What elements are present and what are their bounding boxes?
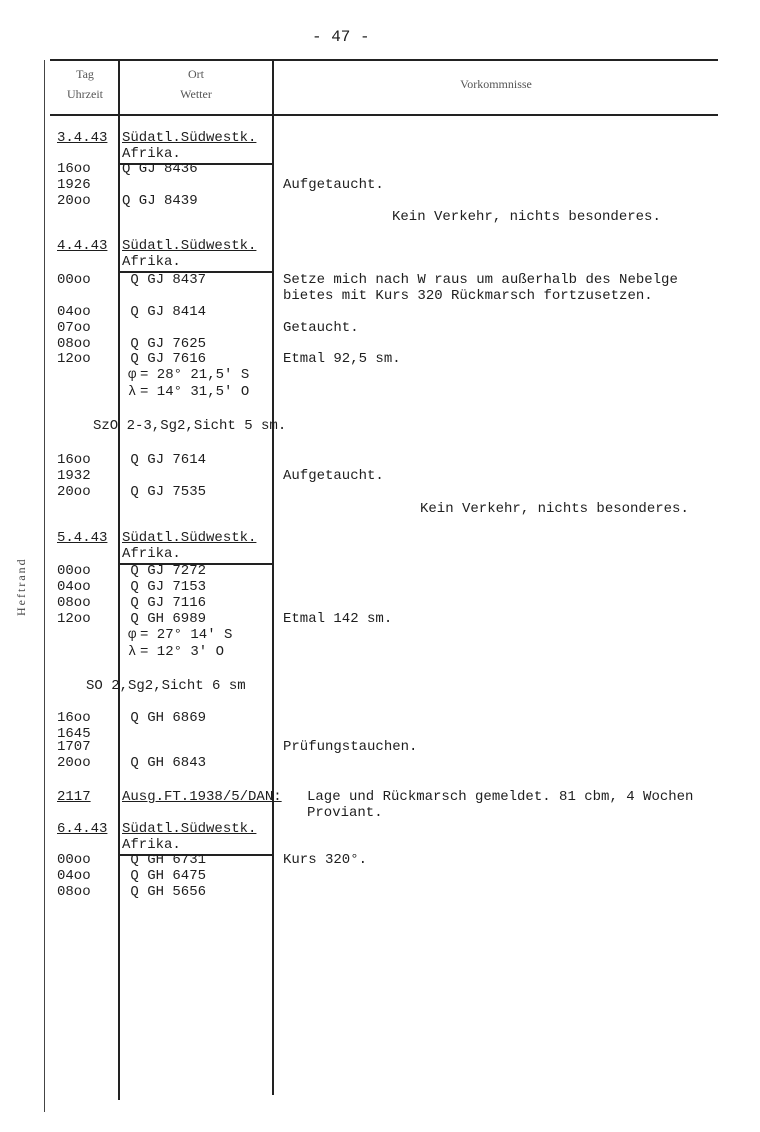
header-rule xyxy=(50,114,718,116)
entry-time: 20oo xyxy=(57,193,91,209)
header-events: Vorkommnisse xyxy=(460,77,532,91)
entry-date: 5.4.43 xyxy=(57,530,108,546)
entry-event: Getaucht. xyxy=(283,320,359,336)
entry-place: Q GJ 7153 xyxy=(122,579,207,595)
entry-region: Südatl.Südwestk. xyxy=(122,130,257,146)
entry-time: 20oo xyxy=(57,755,91,771)
entry-time: 00oo xyxy=(57,272,91,288)
entry-event: Proviant. xyxy=(307,805,383,821)
entry-region: Südatl.Südwestk. xyxy=(122,530,257,546)
entry-time: 04oo xyxy=(57,579,91,595)
column-divider-2 xyxy=(272,60,274,1095)
entry-place: Q GH 6843 xyxy=(122,755,207,771)
entry-place: Q GJ 7272 xyxy=(122,563,207,579)
entry-event: Aufgetaucht. xyxy=(283,468,384,484)
entry-place: Q GJ 8437 xyxy=(122,272,207,288)
entry-time: 16oo xyxy=(57,710,91,726)
entry-place: Q GJ 8436 xyxy=(122,161,198,177)
entry-event: Lage und Rückmarsch gemeldet. 81 cbm, 4 Wochen xyxy=(307,789,694,805)
entry-time: 1707 xyxy=(57,739,91,755)
page-number: - 47 - xyxy=(312,28,370,46)
entry-place: Q GJ 7625 xyxy=(122,336,207,352)
entry-time: 1932 xyxy=(57,468,91,484)
entry-time: 08oo xyxy=(57,595,91,611)
entry-region: Südatl.Südwestk. xyxy=(122,821,257,837)
left-border xyxy=(44,60,45,1112)
entry-place: Q GJ 8439 xyxy=(122,193,198,209)
entry-time: 04oo xyxy=(57,868,91,884)
entry-place: Q GJ 7116 xyxy=(122,595,207,611)
entry-place: Afrika. xyxy=(122,546,181,562)
latitude-symbol: φ xyxy=(128,627,137,643)
entry-place: Q GH 5656 xyxy=(122,884,207,900)
entry-time: 1645 xyxy=(57,726,91,742)
entry-event: Kein Verkehr, nichts besonderes. xyxy=(420,501,689,517)
entry-date: 3.4.43 xyxy=(57,130,108,146)
header-weather: Wetter xyxy=(180,87,212,101)
entry-event: Kein Verkehr, nichts besonderes. xyxy=(392,209,661,225)
header-time: Uhrzeit xyxy=(67,87,103,101)
entry-place: Q GH 6869 xyxy=(122,710,207,726)
entry-time: 00oo xyxy=(57,563,91,579)
entry-weather: SzO 2-3,Sg2,Sicht 5 sm. xyxy=(93,418,287,434)
entry-place: Q GJ 7616 xyxy=(122,351,207,367)
entry-place: Q GJ 7535 xyxy=(122,484,207,500)
entry-event: Kurs 320°. xyxy=(283,852,368,868)
header-place: Ort xyxy=(188,67,204,81)
longitude-symbol: λ xyxy=(128,644,137,660)
entry-place: Q GH 6989 xyxy=(122,611,207,627)
entry-place: Afrika. xyxy=(122,254,181,270)
entry-region: Südatl.Südwestk. xyxy=(122,238,257,254)
entry-date: 4.4.43 xyxy=(57,238,108,254)
entry-time: 08oo xyxy=(57,884,91,900)
entry-place: Afrika. xyxy=(122,146,181,162)
entry-event: bietes mit Kurs 320 Rückmarsch fortzusetzen. xyxy=(283,288,653,304)
entry-time: 16oo xyxy=(57,161,91,177)
entry-time: 20oo xyxy=(57,484,91,500)
entry-place: Q GH 6475 xyxy=(122,868,207,884)
latitude-symbol: φ xyxy=(128,367,137,383)
entry-time: 04oo xyxy=(57,304,91,320)
entry-time: 2117 xyxy=(57,789,91,805)
entry-event: Etmal 92,5 sm. xyxy=(283,351,401,367)
entry-event: Prüfungstauchen. xyxy=(283,739,418,755)
entry-time: 00oo xyxy=(57,852,91,868)
entry-place: Ausg.FT.1938/5/DAN: xyxy=(122,789,282,805)
entry-weather: SO 2,Sg2,Sicht 6 sm xyxy=(86,678,246,694)
header-place-weather xyxy=(120,64,272,104)
entry-place: Q GJ 8414 xyxy=(122,304,207,320)
header-day: Tag xyxy=(76,67,94,81)
entry-coordinate: = 28° 21,5' S xyxy=(140,367,250,383)
margin-label: Heftrand xyxy=(14,557,28,616)
entry-coordinate: = 27° 14' S xyxy=(140,627,233,643)
entry-time: 08oo xyxy=(57,336,91,352)
entry-date: 6.4.43 xyxy=(57,821,108,837)
entry-time: 12oo xyxy=(57,611,91,627)
entry-coordinate: = 14° 31,5' O xyxy=(140,384,250,400)
entry-place: Afrika. xyxy=(122,837,181,853)
header-day-time xyxy=(52,64,118,104)
longitude-symbol: λ xyxy=(128,384,137,400)
entry-time: 16oo xyxy=(57,452,91,468)
entry-time: 1926 xyxy=(57,177,91,193)
entry-place: Q GH 6731 xyxy=(122,852,207,868)
entry-coordinate: = 12° 3' O xyxy=(140,644,225,660)
entry-event: Setze mich nach W raus um außerhalb des Nebelge xyxy=(283,272,678,288)
entry-place: Q GJ 7614 xyxy=(122,452,207,468)
top-rule xyxy=(50,59,718,61)
entry-time: 07oo xyxy=(57,320,91,336)
entry-time: 12oo xyxy=(57,351,91,367)
entry-event: Aufgetaucht. xyxy=(283,177,384,193)
entry-event: Etmal 142 sm. xyxy=(283,611,393,627)
column-divider-1 xyxy=(118,60,120,1100)
